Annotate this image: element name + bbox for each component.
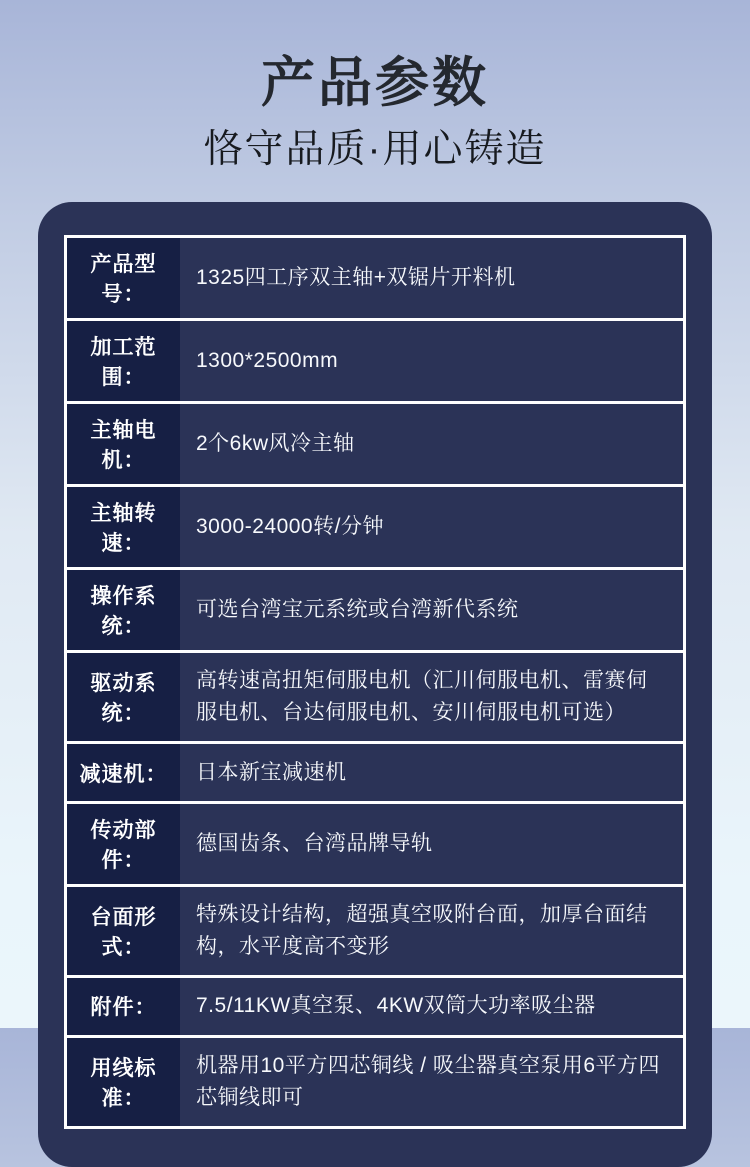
- spec-row-label: 传动部件：: [67, 804, 180, 884]
- spec-card: [38, 202, 712, 1166]
- spec-row-label: 加工范围：: [67, 321, 180, 401]
- spec-row-label: 减速机：: [67, 744, 180, 801]
- spec-row-label: 操作系统：: [67, 570, 180, 650]
- spec-row-value: 德国齿条、台湾品牌导轨: [180, 804, 683, 884]
- spec-row-value: 高转速高扭矩伺服电机（汇川伺服电机、雷赛伺服电机、台达伺服电机、安川伺服电机可选）: [180, 653, 683, 741]
- spec-row-label: 用线标准：: [67, 1038, 180, 1126]
- spec-table-row: [67, 318, 683, 401]
- spec-table: [64, 235, 686, 1128]
- spec-row-value: 3000-24000转/分钟: [180, 487, 683, 567]
- spec-row-value: 2个6kw风冷主轴: [180, 404, 683, 484]
- spec-table-row: [67, 801, 683, 884]
- spec-row-label: 驱动系统：: [67, 653, 180, 741]
- spec-table-row: [67, 567, 683, 650]
- spec-row-value: 7.5/11KW真空泵、4KW双筒大功率吸尘器: [180, 978, 683, 1035]
- spec-table-row: [67, 884, 683, 975]
- spec-table-row: [67, 975, 683, 1035]
- spec-row-value: 可选台湾宝元系统或台湾新代系统: [180, 570, 683, 650]
- spec-table-row: [67, 484, 683, 567]
- page-title: 产品参数: [261, 53, 489, 113]
- spec-row-label: 主轴电机：: [67, 404, 180, 484]
- spec-row-value: 1300*2500mm: [180, 321, 683, 401]
- spec-row-value: 1325四工序双主轴+双锯片开料机: [180, 238, 683, 318]
- spec-row-label: 产品型号：: [67, 238, 180, 318]
- spec-row-value: 特殊设计结构，超强真空吸附台面，加厚台面结构，水平度高不变形: [180, 887, 683, 975]
- spec-table-row: [67, 650, 683, 741]
- spec-row-label: 主轴转速：: [67, 487, 180, 567]
- spec-row-label: 台面形式：: [67, 887, 180, 975]
- spec-row-value: 日本新宝减速机: [180, 744, 683, 801]
- header: [0, 0, 750, 172]
- spec-table-row: [67, 401, 683, 484]
- spec-table-row: [67, 1035, 683, 1126]
- spec-table-row: [67, 741, 683, 801]
- page-subtitle: 恪守品质·用心铸造: [203, 128, 547, 172]
- spec-table-row: [67, 238, 683, 318]
- spec-row-label: 附件：: [67, 978, 180, 1035]
- spec-row-value: 机器用10平方四芯铜线 / 吸尘器真空泵用6平方四芯铜线即可: [180, 1038, 683, 1126]
